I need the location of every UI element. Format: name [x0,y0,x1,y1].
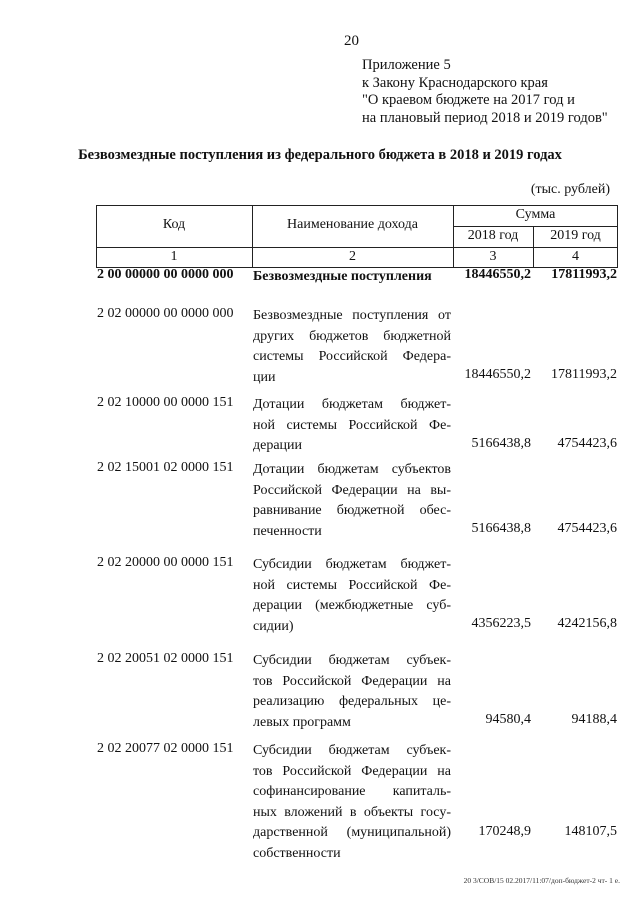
row-name-line: Субсидии бюджетам субъек- [253,743,451,758]
row-value-2018: 18446550,2 [464,267,531,282]
row-value-2019: 4242156,8 [557,616,617,631]
row-name-line: Субсидии бюджетам субъек- [253,653,451,668]
column-number-1: 1 [170,249,178,264]
row-name [253,741,451,864]
row-code: 2 02 15001 02 0000 151 [97,460,234,475]
column-number-4: 4 [572,249,579,264]
row-value-2018: 5166438,8 [471,436,531,451]
document-title: Безвозмездные поступления из федерального бюджета в 2018 и 2019 годах [78,147,562,163]
row-name-line: системы Российской Федера- [253,349,451,364]
row-value-2019: 4754423,6 [557,436,617,451]
row-name-line: печенности [253,523,322,539]
appendix-line: к Закону Краснодарского края [362,74,548,91]
header-year-2018: 2018 год [467,228,519,243]
row-code: 2 00 00000 00 0000 000 [97,267,234,282]
units-label: (тыс. рублей) [530,182,610,197]
row-name-line: дерации [253,438,303,453]
row-value-2019: 4754423,6 [557,521,617,536]
row-name-line: равнивание бюджетной обес- [253,503,451,518]
row-code: 2 02 20000 00 0000 151 [97,555,234,570]
row-value-2019: 148107,5 [564,824,617,839]
row-name-line: собственности [253,845,341,861]
row-name [253,395,451,457]
row-name-line: ции [253,369,276,385]
appendix-line: Приложение 5 [362,57,451,73]
row-name [253,306,451,388]
row-name [253,555,451,637]
row-name-line: Безвозмездные поступления [253,269,432,284]
row-code: 2 02 20051 02 0000 151 [97,651,234,666]
row-name [253,460,451,542]
row-name-line: ных вложений в объекты госу- [253,804,451,820]
column-number-3: 3 [489,249,497,264]
row-value-2019: 17811993,2 [551,367,617,382]
appendix-line: "О краевом бюджете на 2017 год и [362,92,575,108]
row-name-line: сидии) [253,618,294,634]
header-sum: Сумма [515,207,556,222]
row-name [253,267,451,287]
row-name-line: реализацию федеральных це- [253,694,451,709]
row-value-2018: 170248,9 [478,824,531,839]
appendix-caption [362,57,608,127]
row-name [253,651,451,733]
page-number: 20 [344,33,359,49]
row-value-2019: 94188,4 [571,712,617,727]
column-number-2: 2 [349,249,356,264]
row-name-line: Дотации бюджетам бюджет- [253,397,451,412]
row-name-line: ной системы Российской Фе- [253,417,451,433]
row-name-line: Российской Федерации на вы- [253,482,451,498]
header-name: Наименование дохода [287,217,418,232]
row-value-2018: 5166438,8 [471,521,531,536]
row-code: 2 02 20077 02 0000 151 [97,741,234,756]
row-name-line: левых программ [253,714,351,730]
row-name-line: дарственной (муниципальной) [253,825,451,840]
appendix-line: на плановый период 2018 и 2019 годов" [362,109,608,126]
row-name-line: дерации (межбюджетные суб- [253,598,451,613]
row-name-line: ной системы Российской Фе- [253,577,451,593]
row-name-line: тов Российской Федерации на [253,673,451,689]
table-header [96,205,618,268]
row-value-2018: 94580,4 [485,712,531,727]
table-row [97,267,617,288]
row-code: 2 02 00000 00 0000 000 [97,306,234,321]
row-name-line: тов Российской Федерации на [253,763,451,779]
header-year-2019: 2019 год [550,228,601,243]
footer-stamp: 20 3/СОВ/15 02.2017/11:07/доп-бюджет-2 чт- 1 е. [463,876,620,885]
row-value-2019: 17811993,2 [551,267,617,282]
row-name-line: софинансирование капиталь- [253,784,451,799]
header-code: Код [162,217,186,232]
row-name-line: Безвозмездные поступления от [253,308,451,323]
row-name-line: других бюджетов бюджетной [253,328,451,344]
row-name-line: Субсидии бюджетам бюджет- [253,557,451,572]
row-value-2018: 18446550,2 [464,367,531,382]
row-code: 2 02 10000 00 0000 151 [97,395,234,410]
row-name-line: Дотации бюджетам субъектов [253,462,451,477]
row-value-2018: 4356223,5 [471,616,531,631]
